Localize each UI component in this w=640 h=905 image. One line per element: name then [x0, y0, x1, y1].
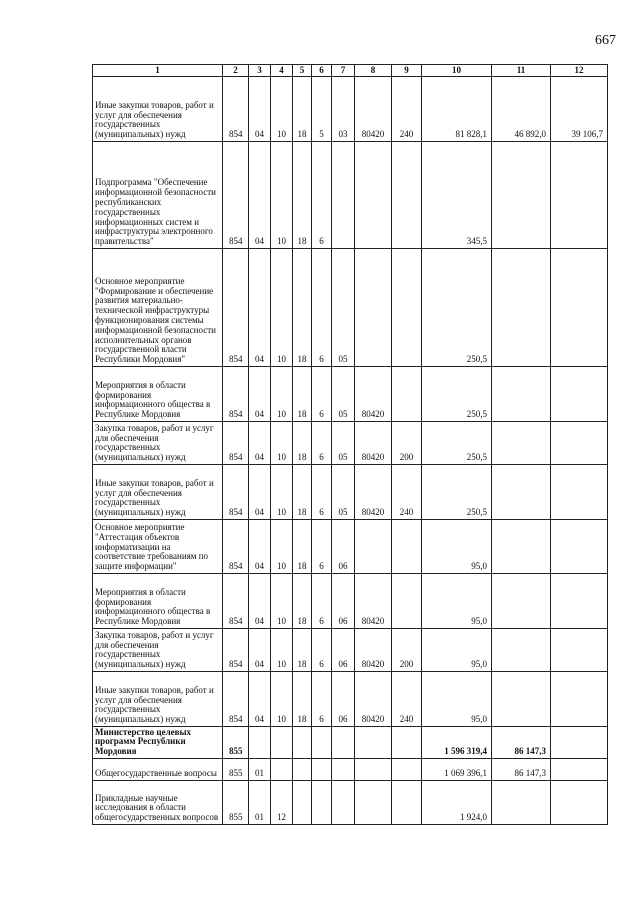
- subprogram-cell: [312, 759, 332, 781]
- subprogram-cell: 6: [312, 629, 332, 672]
- subsection-cell: 10: [271, 422, 293, 465]
- column-header: 7: [332, 65, 355, 77]
- activity-cell: 06: [332, 629, 355, 672]
- section-cell: 01: [249, 781, 271, 825]
- gr-code-cell: 854: [223, 629, 249, 672]
- amount-col12-cell: 39 106,7: [551, 77, 608, 142]
- column-header: 2: [223, 65, 249, 77]
- amount-col10-cell: 95,0: [422, 574, 492, 629]
- section-cell: 04: [249, 629, 271, 672]
- program-cell: [293, 759, 312, 781]
- subprogram-cell: 6: [312, 142, 332, 249]
- row-name-cell: Подпрограмма "Обеспечение информационной безопасности республиканских государственных информационных систем и инфраструктуры электронного правительства": [93, 142, 223, 249]
- amount-col10-cell: 95,0: [422, 629, 492, 672]
- activity-cell: 05: [332, 422, 355, 465]
- subprogram-cell: [312, 781, 332, 825]
- expense-type-cell: [392, 142, 422, 249]
- section-cell: [249, 727, 271, 759]
- section-cell: 04: [249, 672, 271, 727]
- table-row: [93, 422, 608, 465]
- table-row: [93, 367, 608, 422]
- amount-col11-cell: 46 892,0: [492, 77, 551, 142]
- gr-code-cell: 854: [223, 520, 249, 574]
- program-cell: 18: [293, 629, 312, 672]
- subsection-cell: 10: [271, 367, 293, 422]
- table-row: [93, 520, 608, 574]
- program-cell: [293, 781, 312, 825]
- program-cell: 18: [293, 672, 312, 727]
- amount-col11-cell: 86 147,3: [492, 759, 551, 781]
- section-cell: 04: [249, 249, 271, 367]
- section-cell: 04: [249, 367, 271, 422]
- program-cell: 18: [293, 249, 312, 367]
- direction-code-cell: [355, 727, 392, 759]
- expense-type-cell: [392, 727, 422, 759]
- table-row: [93, 759, 608, 781]
- amount-col12-cell: [551, 727, 608, 759]
- direction-code-cell: [355, 781, 392, 825]
- subprogram-cell: 6: [312, 367, 332, 422]
- amount-col11-cell: [492, 520, 551, 574]
- amount-col10-cell: 95,0: [422, 672, 492, 727]
- table-row: [93, 249, 608, 367]
- amount-col11-cell: [492, 249, 551, 367]
- column-header: 11: [492, 65, 551, 77]
- amount-col10-cell: 1 924,0: [422, 781, 492, 825]
- activity-cell: [332, 781, 355, 825]
- gr-code-cell: 854: [223, 574, 249, 629]
- column-header: 3: [249, 65, 271, 77]
- subsection-cell: 10: [271, 574, 293, 629]
- amount-col11-cell: [492, 367, 551, 422]
- amount-col11-cell: [492, 629, 551, 672]
- amount-col10-cell: 250,5: [422, 465, 492, 520]
- expense-type-cell: [392, 781, 422, 825]
- amount-col12-cell: [551, 367, 608, 422]
- amount-col12-cell: [551, 249, 608, 367]
- table-body: [93, 77, 608, 825]
- program-cell: 18: [293, 465, 312, 520]
- row-name-cell: Мероприятия в области формирования информационного общества в Республике Мордовия: [93, 367, 223, 422]
- subprogram-cell: [312, 727, 332, 759]
- subprogram-cell: 6: [312, 249, 332, 367]
- activity-cell: [332, 142, 355, 249]
- amount-col10-cell: 250,5: [422, 422, 492, 465]
- direction-code-cell: 80420: [355, 629, 392, 672]
- section-cell: 04: [249, 142, 271, 249]
- row-name-cell: Основное мероприятие "Аттестация объектов информатизации на соответствие требованиям по защите информации": [93, 520, 223, 574]
- table-row: [93, 727, 608, 759]
- row-name-cell: Прикладные научные исследования в области общегосударственных вопросов: [93, 781, 223, 825]
- gr-code-cell: 854: [223, 142, 249, 249]
- row-name-cell: Основное мероприятие "Формирование и обеспечение развития материально-технической инфраструктуры функционирования системы информационной безопасности исполнительных органов государственной власти Республики Мордовия": [93, 249, 223, 367]
- row-name-cell: Иные закупки товаров, работ и услуг для обеспечения государственных (муниципальных) нужд: [93, 672, 223, 727]
- expense-type-cell: [392, 249, 422, 367]
- program-cell: [293, 727, 312, 759]
- program-cell: 18: [293, 367, 312, 422]
- direction-code-cell: 80420: [355, 672, 392, 727]
- activity-cell: 05: [332, 465, 355, 520]
- column-header: 12: [551, 65, 608, 77]
- program-cell: 18: [293, 142, 312, 249]
- expense-type-cell: 240: [392, 465, 422, 520]
- gr-code-cell: 854: [223, 249, 249, 367]
- activity-cell: 05: [332, 367, 355, 422]
- amount-col12-cell: [551, 759, 608, 781]
- budget-table: [92, 64, 608, 825]
- amount-col10-cell: 81 828,1: [422, 77, 492, 142]
- amount-col11-cell: [492, 422, 551, 465]
- subsection-cell: 10: [271, 142, 293, 249]
- table-row: [93, 629, 608, 672]
- direction-code-cell: [355, 249, 392, 367]
- expense-type-cell: 240: [392, 672, 422, 727]
- subsection-cell: 10: [271, 629, 293, 672]
- table-row: [93, 672, 608, 727]
- gr-code-cell: 855: [223, 759, 249, 781]
- subsection-cell: 10: [271, 249, 293, 367]
- amount-col12-cell: [551, 465, 608, 520]
- column-header: 4: [271, 65, 293, 77]
- activity-cell: [332, 727, 355, 759]
- column-header: 10: [422, 65, 492, 77]
- amount-col10-cell: 250,5: [422, 367, 492, 422]
- expense-type-cell: [392, 574, 422, 629]
- direction-code-cell: 80420: [355, 422, 392, 465]
- subprogram-cell: 6: [312, 520, 332, 574]
- amount-col10-cell: 1 069 396,1: [422, 759, 492, 781]
- subprogram-cell: 6: [312, 422, 332, 465]
- gr-code-cell: 854: [223, 367, 249, 422]
- amount-col12-cell: [551, 142, 608, 249]
- amount-col10-cell: 95,0: [422, 520, 492, 574]
- program-cell: 18: [293, 520, 312, 574]
- table-row: [93, 465, 608, 520]
- program-cell: 18: [293, 574, 312, 629]
- section-cell: 04: [249, 77, 271, 142]
- direction-code-cell: [355, 759, 392, 781]
- amount-col12-cell: [551, 422, 608, 465]
- column-header: 1: [93, 65, 223, 77]
- subsection-cell: [271, 727, 293, 759]
- gr-code-cell: 854: [223, 672, 249, 727]
- gr-code-cell: 854: [223, 422, 249, 465]
- activity-cell: 06: [332, 672, 355, 727]
- subsection-cell: 10: [271, 520, 293, 574]
- row-name-cell: Иные закупки товаров, работ и услуг для обеспечения государственных (муниципальных) нужд: [93, 465, 223, 520]
- activity-cell: 03: [332, 77, 355, 142]
- subsection-cell: 10: [271, 77, 293, 142]
- subprogram-cell: 5: [312, 77, 332, 142]
- amount-col12-cell: [551, 520, 608, 574]
- row-name-cell: Мероприятия в области формирования информационного общества в Республике Мордовия: [93, 574, 223, 629]
- row-name-cell: Закупка товаров, работ и услуг для обеспечения государственных (муниципальных) нужд: [93, 629, 223, 672]
- program-cell: 18: [293, 77, 312, 142]
- amount-col11-cell: [492, 465, 551, 520]
- amount-col10-cell: 345,5: [422, 142, 492, 249]
- column-header: 6: [312, 65, 332, 77]
- row-name-cell: Министерство целевых программ Республики Мордовия: [93, 727, 223, 759]
- direction-code-cell: [355, 520, 392, 574]
- subsection-cell: 10: [271, 672, 293, 727]
- expense-type-cell: 240: [392, 77, 422, 142]
- table-row: [93, 77, 608, 142]
- subsection-cell: 10: [271, 465, 293, 520]
- section-cell: 04: [249, 520, 271, 574]
- amount-col11-cell: [492, 574, 551, 629]
- table-row: [93, 781, 608, 825]
- table-row: [93, 574, 608, 629]
- amount-col12-cell: [551, 781, 608, 825]
- subsection-cell: [271, 759, 293, 781]
- amount-col12-cell: [551, 574, 608, 629]
- subsection-cell: 12: [271, 781, 293, 825]
- section-cell: 04: [249, 422, 271, 465]
- section-cell: 04: [249, 465, 271, 520]
- expense-type-cell: [392, 520, 422, 574]
- expense-type-cell: [392, 367, 422, 422]
- page-number: 667: [595, 33, 616, 48]
- section-cell: 01: [249, 759, 271, 781]
- row-name-cell: Закупка товаров, работ и услуг для обеспечения государственных (муниципальных) нужд: [93, 422, 223, 465]
- amount-col10-cell: 1 596 319,4: [422, 727, 492, 759]
- row-name-cell: Общегосударственные вопросы: [93, 759, 223, 781]
- amount-col11-cell: [492, 142, 551, 249]
- expense-type-cell: [392, 759, 422, 781]
- column-header: 8: [355, 65, 392, 77]
- expense-type-cell: 200: [392, 629, 422, 672]
- amount-col10-cell: 250,5: [422, 249, 492, 367]
- column-header: 9: [392, 65, 422, 77]
- subprogram-cell: 6: [312, 465, 332, 520]
- direction-code-cell: 80420: [355, 77, 392, 142]
- table-row: [93, 142, 608, 249]
- column-header: 5: [293, 65, 312, 77]
- amount-col12-cell: [551, 672, 608, 727]
- direction-code-cell: 80420: [355, 367, 392, 422]
- gr-code-cell: 854: [223, 465, 249, 520]
- gr-code-cell: 855: [223, 781, 249, 825]
- amount-col11-cell: 86 147,3: [492, 727, 551, 759]
- activity-cell: [332, 759, 355, 781]
- activity-cell: 06: [332, 520, 355, 574]
- gr-code-cell: 854: [223, 77, 249, 142]
- amount-col11-cell: [492, 781, 551, 825]
- direction-code-cell: 80420: [355, 465, 392, 520]
- amount-col12-cell: [551, 629, 608, 672]
- header-row: [93, 65, 608, 77]
- direction-code-cell: 80420: [355, 574, 392, 629]
- activity-cell: 05: [332, 249, 355, 367]
- subprogram-cell: 6: [312, 672, 332, 727]
- program-cell: 18: [293, 422, 312, 465]
- row-name-cell: Иные закупки товаров, работ и услуг для обеспечения государственных (муниципальных) нужд: [93, 77, 223, 142]
- gr-code-cell: 855: [223, 727, 249, 759]
- direction-code-cell: [355, 142, 392, 249]
- amount-col11-cell: [492, 672, 551, 727]
- subprogram-cell: 6: [312, 574, 332, 629]
- expense-type-cell: 200: [392, 422, 422, 465]
- section-cell: 04: [249, 574, 271, 629]
- activity-cell: 06: [332, 574, 355, 629]
